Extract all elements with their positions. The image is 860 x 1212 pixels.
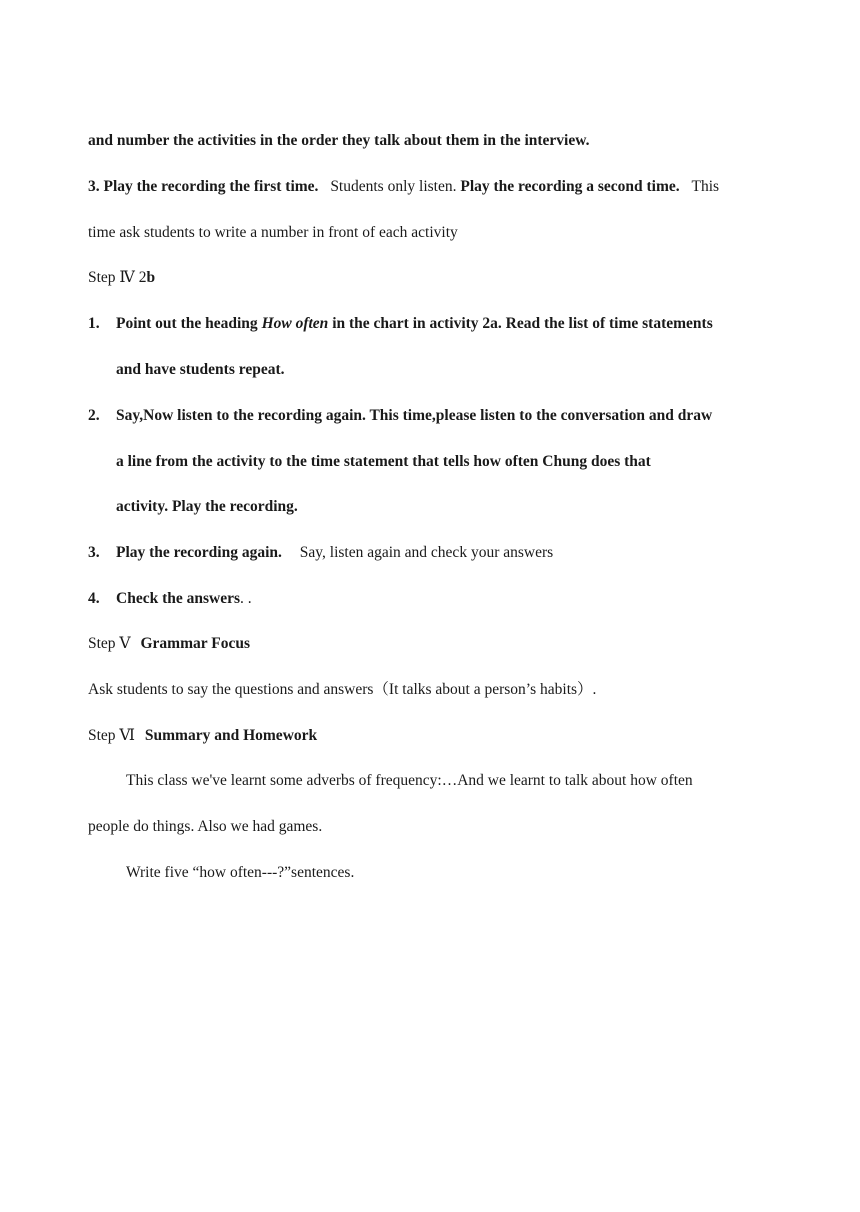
step-heading [88, 268, 155, 288]
plain-text: people do things. Also we had games. [88, 818, 323, 835]
list-item-continuation [116, 360, 285, 380]
plain-text: Students only listen. [330, 178, 457, 195]
plain-text: Say, listen again and check your answers [299, 544, 554, 561]
paragraph-line [126, 863, 354, 883]
plain-text: This [691, 178, 720, 195]
step-heading [88, 726, 317, 746]
plain-text: time ask students to write a number in front of each activity [88, 224, 458, 241]
list-number: 3. [88, 544, 100, 561]
paragraph-line [88, 177, 719, 197]
instruction-text: Point out the heading [116, 315, 258, 332]
list-item [116, 314, 713, 334]
list-number: 1. [88, 315, 100, 332]
step-label: Step Ⅵ [88, 727, 136, 744]
instruction-text: and have students repeat. [116, 361, 285, 378]
list-item [116, 406, 712, 426]
instruction-text: Check the answers [116, 590, 240, 607]
paragraph-line [88, 817, 322, 837]
step-title: b [146, 269, 156, 286]
step-label: Step Ⅴ [88, 635, 131, 652]
list-item-continuation [116, 497, 298, 517]
plain-text: This class we've learnt some adverbs of frequency:…And we learnt to talk about how often [126, 772, 693, 789]
plain-text: Write five “how often---?”sentences. [126, 864, 355, 881]
instruction-text: a line from the activity to the time statement that tells how often Chung does that [116, 453, 651, 470]
step-heading [88, 634, 250, 654]
instruction-text: Play the recording again. [116, 544, 282, 561]
instruction-text: in the chart in activity 2a. Read the list of time statements [332, 315, 713, 332]
step-title: Grammar Focus [140, 635, 250, 652]
paragraph-line [88, 223, 458, 243]
plain-text: Ask students to say the questions and answers（It talks about a person’s habits）. [88, 681, 597, 698]
instruction-text: Say,Now listen to the recording again. This time,please listen to the conversation and draw [116, 407, 713, 424]
step-label: Step Ⅳ 2 [88, 269, 147, 286]
paragraph-line [88, 131, 589, 151]
instruction-text: Play the recording a second time. [460, 178, 680, 195]
list-number: 2. [88, 407, 100, 424]
step-title: Summary and Homework [144, 727, 318, 744]
list-number: 4. [88, 590, 100, 607]
instruction-text: 3. Play the recording the first time. [88, 178, 319, 195]
list-item-continuation [116, 452, 651, 472]
paragraph-line [126, 771, 693, 791]
list-item [116, 589, 252, 609]
instruction-text: activity. Play the recording. [116, 498, 298, 515]
list-item [116, 543, 553, 563]
instruction-text: and number the activities in the order they talk about them in the interview. [88, 132, 590, 149]
plain-text: . . [240, 590, 252, 607]
paragraph-line [88, 680, 596, 700]
heading-name: How often [261, 315, 329, 332]
